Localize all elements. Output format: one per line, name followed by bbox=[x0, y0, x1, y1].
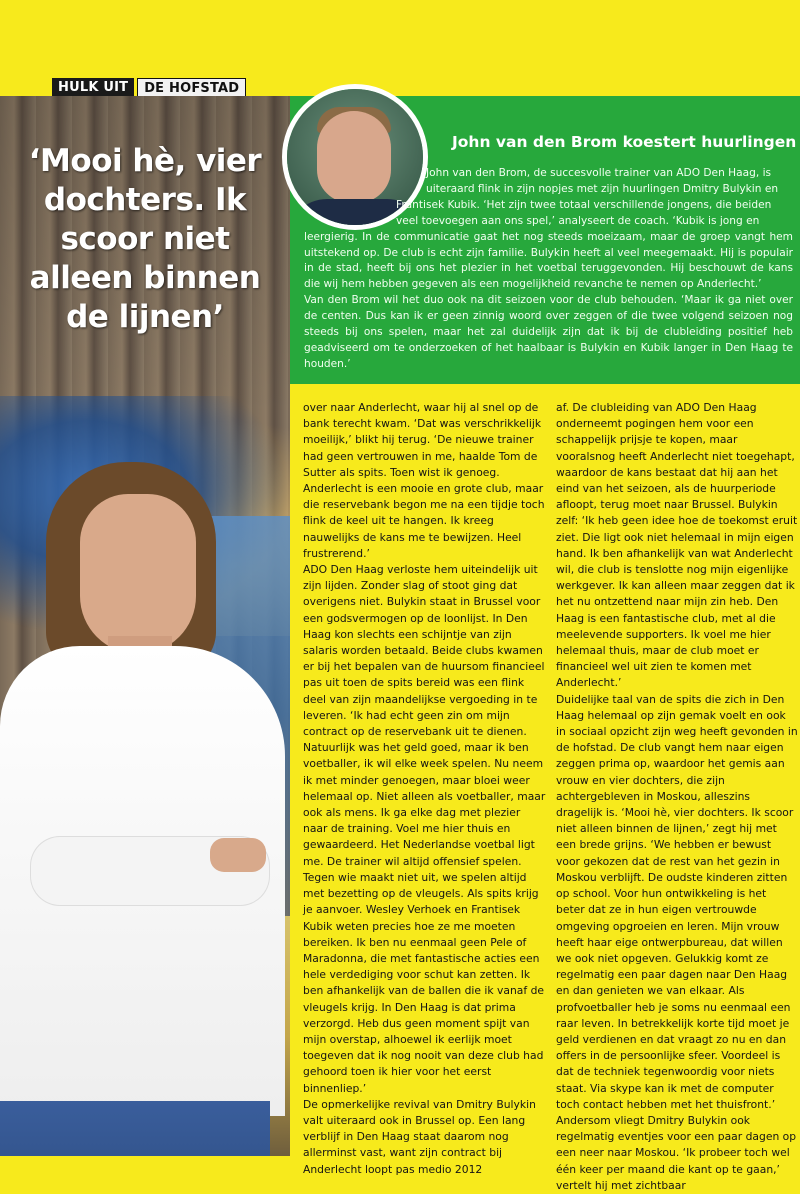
sidebar-line: Frantisek Kubik. ‘Het zijn twee totaal verschillende jongens, die beiden bbox=[396, 198, 772, 211]
sidebar-line: uiteraard flink in zijn nopjes met zijn huurlingen Dmitry Bulykin en bbox=[426, 182, 779, 195]
article-column-2 bbox=[556, 400, 798, 1194]
pull-quote: ‘Mooi hè, vier dochters. Ik scoor niet alleen binnen de lijnen’ bbox=[28, 143, 262, 335]
player-jeans bbox=[0, 1101, 270, 1156]
player-hand bbox=[210, 838, 266, 872]
sidebar-line: John van den Brom, de succesvolle trainer van ADO Den Haag, is bbox=[426, 167, 772, 179]
player-face bbox=[80, 494, 196, 654]
section-header-part2: DE HOFSTAD bbox=[137, 78, 246, 98]
sidebar-line: veel toevoegen aan ons spel,’ analyseert de coach. ‘Kubik is jong en bbox=[396, 214, 760, 227]
article-paragraph: over naar Anderlecht, waar hij al snel op de bank terecht kwam. ‘Dat was verschrikkelijk moeilijk,’ blikt hij terug. ‘De nieuwe trainer had geen vertrouwen in me, haalde Tom de Sutter als spits. Toen wist ik genoeg. Anderlecht is een mooie en grote club, maar die reservebank begon me na een tijdje toch flink de keel uit te hangen. Ik kreeg nauwelijks de kans me te bewijzen. Heel frustrerend.’ bbox=[303, 401, 545, 560]
section-header-part1: HULK UIT bbox=[52, 78, 134, 98]
article-column-1 bbox=[303, 400, 546, 1178]
article-paragraph: De opmerkelijke revival van Dmitry Bulykin valt uiteraard ook in Brussel op. Een lang verblijf in Den Haag staat daarom nog allerminst vast, want zijn contract bij Anderlecht loopt pas medio 2012 bbox=[303, 1097, 536, 1176]
sidebar-text bbox=[296, 166, 793, 373]
sidebar-title: John van den Brom koestert huurlingen bbox=[452, 133, 797, 151]
section-header bbox=[52, 78, 246, 98]
article-paragraph: Duidelijke taal van de spits die zich in Den Haag helemaal op zijn gemak voelt en ook in sociaal opzicht zijn weg heeft gevonden in de hofstad. De club vangt hem naar eigen zeggen prima op, waardoor het gemis aan vrouw en vier dochters, die zijn achtergebleven in Moskou, alleszins dragelijk is. ‘Mooi hè, vier dochters. Ik scoor niet alleen binnen de lijnen,’ zegt hij met een brede grijns. ‘We hebben er bewust voor gekozen dat de rest van het gezin in Moskou verblijft. De oudste kinderen zitten op school. Voor hun ontwikkeling is het beter dat ze in hun eigen vertrouwde omgeving opgroeien en leren. Mijn vrouw heeft haar eige ontwerpbureau, dat willen we ook niet opgeven. Gelukkig komt ze regelmatig een paar dagen naar Den Haag en dan genieten we van elkaar. Als profvoetballer heb je soms nu eenmaal een raar leven. In betrekkelijk korte tijd moet je geld verdienen en dat vraagt zo nu en dan offers in de persoonlijke sfeer. Voordeel is dat de techniek tegenwoordig voor niets staat. Via skype kan ik met de computer toch contact hebben met het thuisfront.’ bbox=[556, 692, 798, 1111]
article-paragraph: af. De clubleiding van ADO Den Haag onderneemt pogingen hem voor een schappelijk prijsje te kopen, maar vooralsnog heeft Anderlecht niet toegehapt, waardoor de kans bestaat dat hij aan het eind van het seizoen, als de huurperiode afloopt, terug moet naar Brussel. Bulykin zelf: ‘Ik heb geen idee hoe de toekomst eruit ziet. Die ligt ook niet helemaal in mijn eigen hand. Ik ben afhankelijk van wat Anderlecht wil, die club is tenslotte nog mijn eigenlijke werkgever. Ik kan alleen maar zeggen dat ik het nu ontzettend naar mijn zin heb. Den Haag is een fantastische club, met al die meelevende supporters. Ik voel me hier helemaal thuis, maar de club moet er financieel wel uit zien te komen met Anderlecht.’ bbox=[556, 401, 798, 690]
sidebar-paragraph: Van den Brom wil het duo ook na dit seizoen voor de club behouden. ‘Maar ik ga niet over de centen. Dus kan ik er geen zinnig woord over zeggen of die twee volgend seizoen nog steeds bij ons spelen, maar het zal duidelijk zijn dat ik bij de clubleiding positief heb geadviseerd om te onderzoeken of het haalbaar is Bulykin en Kubik langer in Den Haag te houden.’ bbox=[304, 294, 793, 370]
sidebar-paragraph: leergierig. In de communicatie gaat het nog steeds moeizaam, maar de groep vangt hem uitstekend op. De club is echt zijn familie. Bulykin heeft al veel meegemaakt. Hij is populair in de stad, heeft bij ons het plezier in het voetbal teruggevonden. Hij beschouwt de kans die wij hem hebben gegeven als een mogelijkheid revanche te nemen op Anderlecht.’ bbox=[304, 230, 793, 291]
article-paragraph: ADO Den Haag verloste hem uiteindelijk uit zijn lijden. Zonder slag of stoot ging dat overigens niet. Bulykin staat in Brussel voor een godsvermogen op de loonlijst. In Den Haag kon slechts een schijntje van zijn salaris worden betaald. Beide clubs kwamen er bij het bepalen van de huursom financieel pas uit toen de spits bereid was een flink deel van zijn maandelijkse vergoeding in te leveren. ‘Ik had echt geen zin om mijn contract op de reservebank uit te dienen. Natuurlijk was het geld goed, maar ik ben voetballer, ik wil elke week spelen. Nu neem ik met minder genoegen, maar bloei weer helemaal op. Niet alleen als voetballer, maar ook als mens. Ik ga elke dag met plezier naar de training. Voel me hier thuis en gewaardeerd. Het Nederlandse voetbal ligt me. De trainer wil altijd offensief spelen. Tegen wie maakt niet uit, we spelen altijd met bezetting op de vleugels. Als spits krijg je aanvoer. Wesley Verhoek en Frantisek Kubik weten precies hoe ze me moeten bereiken. Ik ben nu eenmaal geen Pele of Maradonna, die met fantastische acties een hele verdediging voor schut kan zetten. Ik ben afhankelijk van de ballen die ik vanaf de vleugels krijg. In Den Haag is dat prima verzorgd. Heb dus geen moment spijt van mijn overstap, alhoewel ik eerlijk moet toegeven dat ik nog nooit van deze club had gehoord toen ik hier voor het eerst binnenliep.’ bbox=[303, 563, 546, 1095]
article-paragraph: Andersom vliegt Dmitry Bulykin ook regelmatig eventjes voor een paar dagen op een neer naar Moskou. ‘Ik probeer toch wel één keer per maand die kant op te gaan,’ vertelt hij met zichtbaar bbox=[556, 1113, 797, 1192]
